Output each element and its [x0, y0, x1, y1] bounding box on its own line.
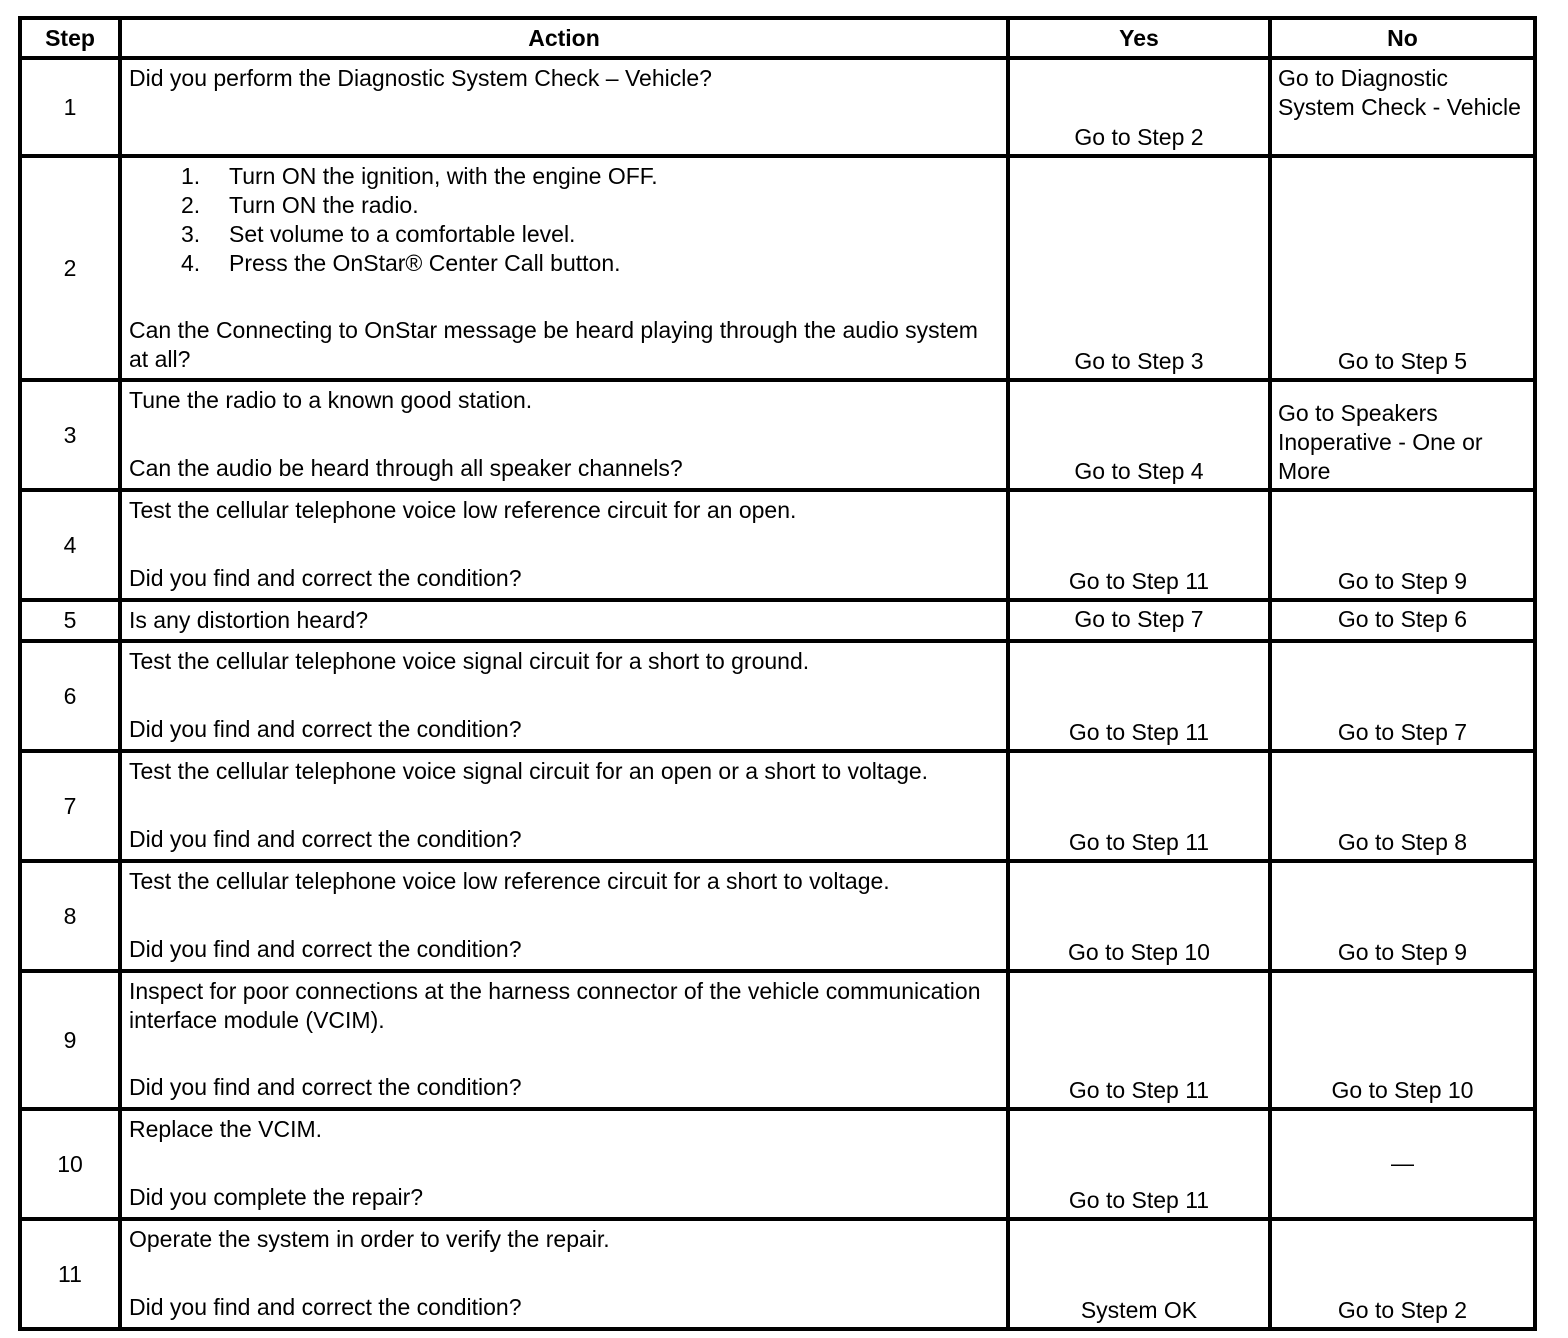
substep-text: Press the OnStar® Center Call button.: [229, 250, 621, 276]
action-text: Test the cellular telephone voice low reference circuit for an open.: [129, 497, 797, 523]
substep-list: [129, 162, 1000, 278]
no-cell: Go to Diagnostic System Check - Vehicle: [1270, 58, 1535, 156]
table-row: [20, 1109, 1535, 1219]
table-row: [20, 156, 1535, 380]
list-item: [129, 162, 1000, 191]
yes-cell: Go to Step 11: [1008, 1109, 1270, 1219]
table-row: [20, 1219, 1535, 1329]
yes-cell: Go to Step 11: [1008, 490, 1270, 600]
step-number: 7: [20, 751, 120, 861]
yes-cell: Go to Step 11: [1008, 751, 1270, 861]
step-number: 1: [20, 58, 120, 156]
yes-cell: Go to Step 3: [1008, 156, 1270, 380]
step-number: 4: [20, 490, 120, 600]
diagnostic-table-container: [18, 16, 1533, 1331]
step-number: 11: [20, 1219, 120, 1329]
action-text: Test the cellular telephone voice signal circuit for a short to ground.: [129, 648, 810, 674]
table-row: [20, 380, 1535, 490]
no-cell: Go to Step 9: [1270, 490, 1535, 600]
action-cell: [120, 971, 1008, 1109]
question-text: Did you find and correct the condition?: [129, 565, 522, 591]
spacer: [129, 1144, 1000, 1183]
spacer: [129, 786, 1000, 825]
yes-cell: Go to Step 11: [1008, 641, 1270, 751]
table-row: [20, 971, 1535, 1109]
no-cell: Go to Step 7: [1270, 641, 1535, 751]
spacer: [129, 278, 1000, 316]
yes-cell: Go to Step 10: [1008, 861, 1270, 971]
header-action: Action: [120, 18, 1008, 58]
substep-text: Set volume to a comfortable level.: [229, 221, 576, 247]
yes-cell: Go to Step 4: [1008, 380, 1270, 490]
substep-number: 1.: [181, 163, 201, 189]
substep-text: Turn ON the ignition, with the engine OFF.: [229, 163, 658, 189]
no-cell: Go to Step 5: [1270, 156, 1535, 380]
action-text: Inspect for poor connections at the harness connector of the vehicle communication interface module (VCIM).: [129, 978, 981, 1033]
step-number: 3: [20, 380, 120, 490]
spacer: [129, 1254, 1000, 1293]
table-row: [20, 861, 1535, 971]
spacer: [129, 415, 1000, 454]
list-item: [129, 220, 1000, 249]
list-item: [129, 191, 1000, 220]
step-number: 9: [20, 971, 120, 1109]
action-cell: [120, 58, 1008, 156]
question-text: Did you find and correct the condition?: [129, 936, 522, 962]
no-cell: Go to Step 6: [1270, 600, 1535, 641]
action-cell: [120, 490, 1008, 600]
yes-cell: Go to Step 7: [1008, 600, 1270, 641]
action-cell: [120, 1109, 1008, 1219]
step-number: 2: [20, 156, 120, 380]
yes-cell: Go to Step 11: [1008, 971, 1270, 1109]
action-cell: [120, 156, 1008, 380]
no-cell: Go to Step 9: [1270, 861, 1535, 971]
step-number: 6: [20, 641, 120, 751]
step-number: 10: [20, 1109, 120, 1219]
question-text: Did you find and correct the condition?: [129, 826, 522, 852]
table-row: [20, 490, 1535, 600]
action-cell: [120, 380, 1008, 490]
action-cell: [120, 751, 1008, 861]
action-cell: [120, 861, 1008, 971]
yes-cell: System OK: [1008, 1219, 1270, 1329]
substep-text: Turn ON the radio.: [229, 192, 419, 218]
question-text: Did you find and correct the condition?: [129, 1294, 522, 1320]
action-text: Did you perform the Diagnostic System Check – Vehicle?: [129, 65, 712, 91]
no-cell: Go to Speakers Inoperative - One or More: [1270, 380, 1535, 490]
spacer: [129, 676, 1000, 715]
action-cell: [120, 600, 1008, 641]
substep-number: 3.: [181, 221, 201, 247]
action-text: Replace the VCIM.: [129, 1116, 323, 1142]
step-number: 8: [20, 861, 120, 971]
no-cell: Go to Step 8: [1270, 751, 1535, 861]
no-cell: Go to Step 2: [1270, 1219, 1535, 1329]
action-text: Test the cellular telephone voice low reference circuit for a short to voltage.: [129, 868, 890, 894]
table-row: [20, 58, 1535, 156]
header-step: Step: [20, 18, 120, 58]
spacer: [129, 525, 1000, 564]
list-item: [129, 249, 1000, 278]
action-text: Is any distortion heard?: [129, 607, 369, 633]
header-no: No: [1270, 18, 1535, 58]
no-cell: —: [1270, 1109, 1535, 1219]
action-text: Test the cellular telephone voice signal circuit for an open or a short to voltage.: [129, 758, 929, 784]
yes-cell: Go to Step 2: [1008, 58, 1270, 156]
action-text: Tune the radio to a known good station.: [129, 387, 533, 413]
action-cell: [120, 1219, 1008, 1329]
header-yes: Yes: [1008, 18, 1270, 58]
question-text: Did you find and correct the condition?: [129, 716, 522, 742]
question-text: Can the audio be heard through all speaker channels?: [129, 455, 683, 481]
question-text: Can the Connecting to OnStar message be heard playing through the audio system at all?: [129, 317, 978, 372]
question-text: Did you complete the repair?: [129, 1184, 424, 1210]
spacer: [129, 1035, 1000, 1073]
substep-number: 2.: [181, 192, 201, 218]
step-number: 5: [20, 600, 120, 641]
table-row: [20, 751, 1535, 861]
question-text: Did you find and correct the condition?: [129, 1074, 522, 1100]
no-cell: Go to Step 10: [1270, 971, 1535, 1109]
header-row: [20, 18, 1535, 58]
table-row: [20, 600, 1535, 641]
action-text: Operate the system in order to verify the repair.: [129, 1226, 610, 1252]
substep-number: 4.: [181, 250, 201, 276]
spacer: [129, 896, 1000, 935]
diagnostic-table: [18, 16, 1537, 1331]
table-row: [20, 641, 1535, 751]
action-cell: [120, 641, 1008, 751]
